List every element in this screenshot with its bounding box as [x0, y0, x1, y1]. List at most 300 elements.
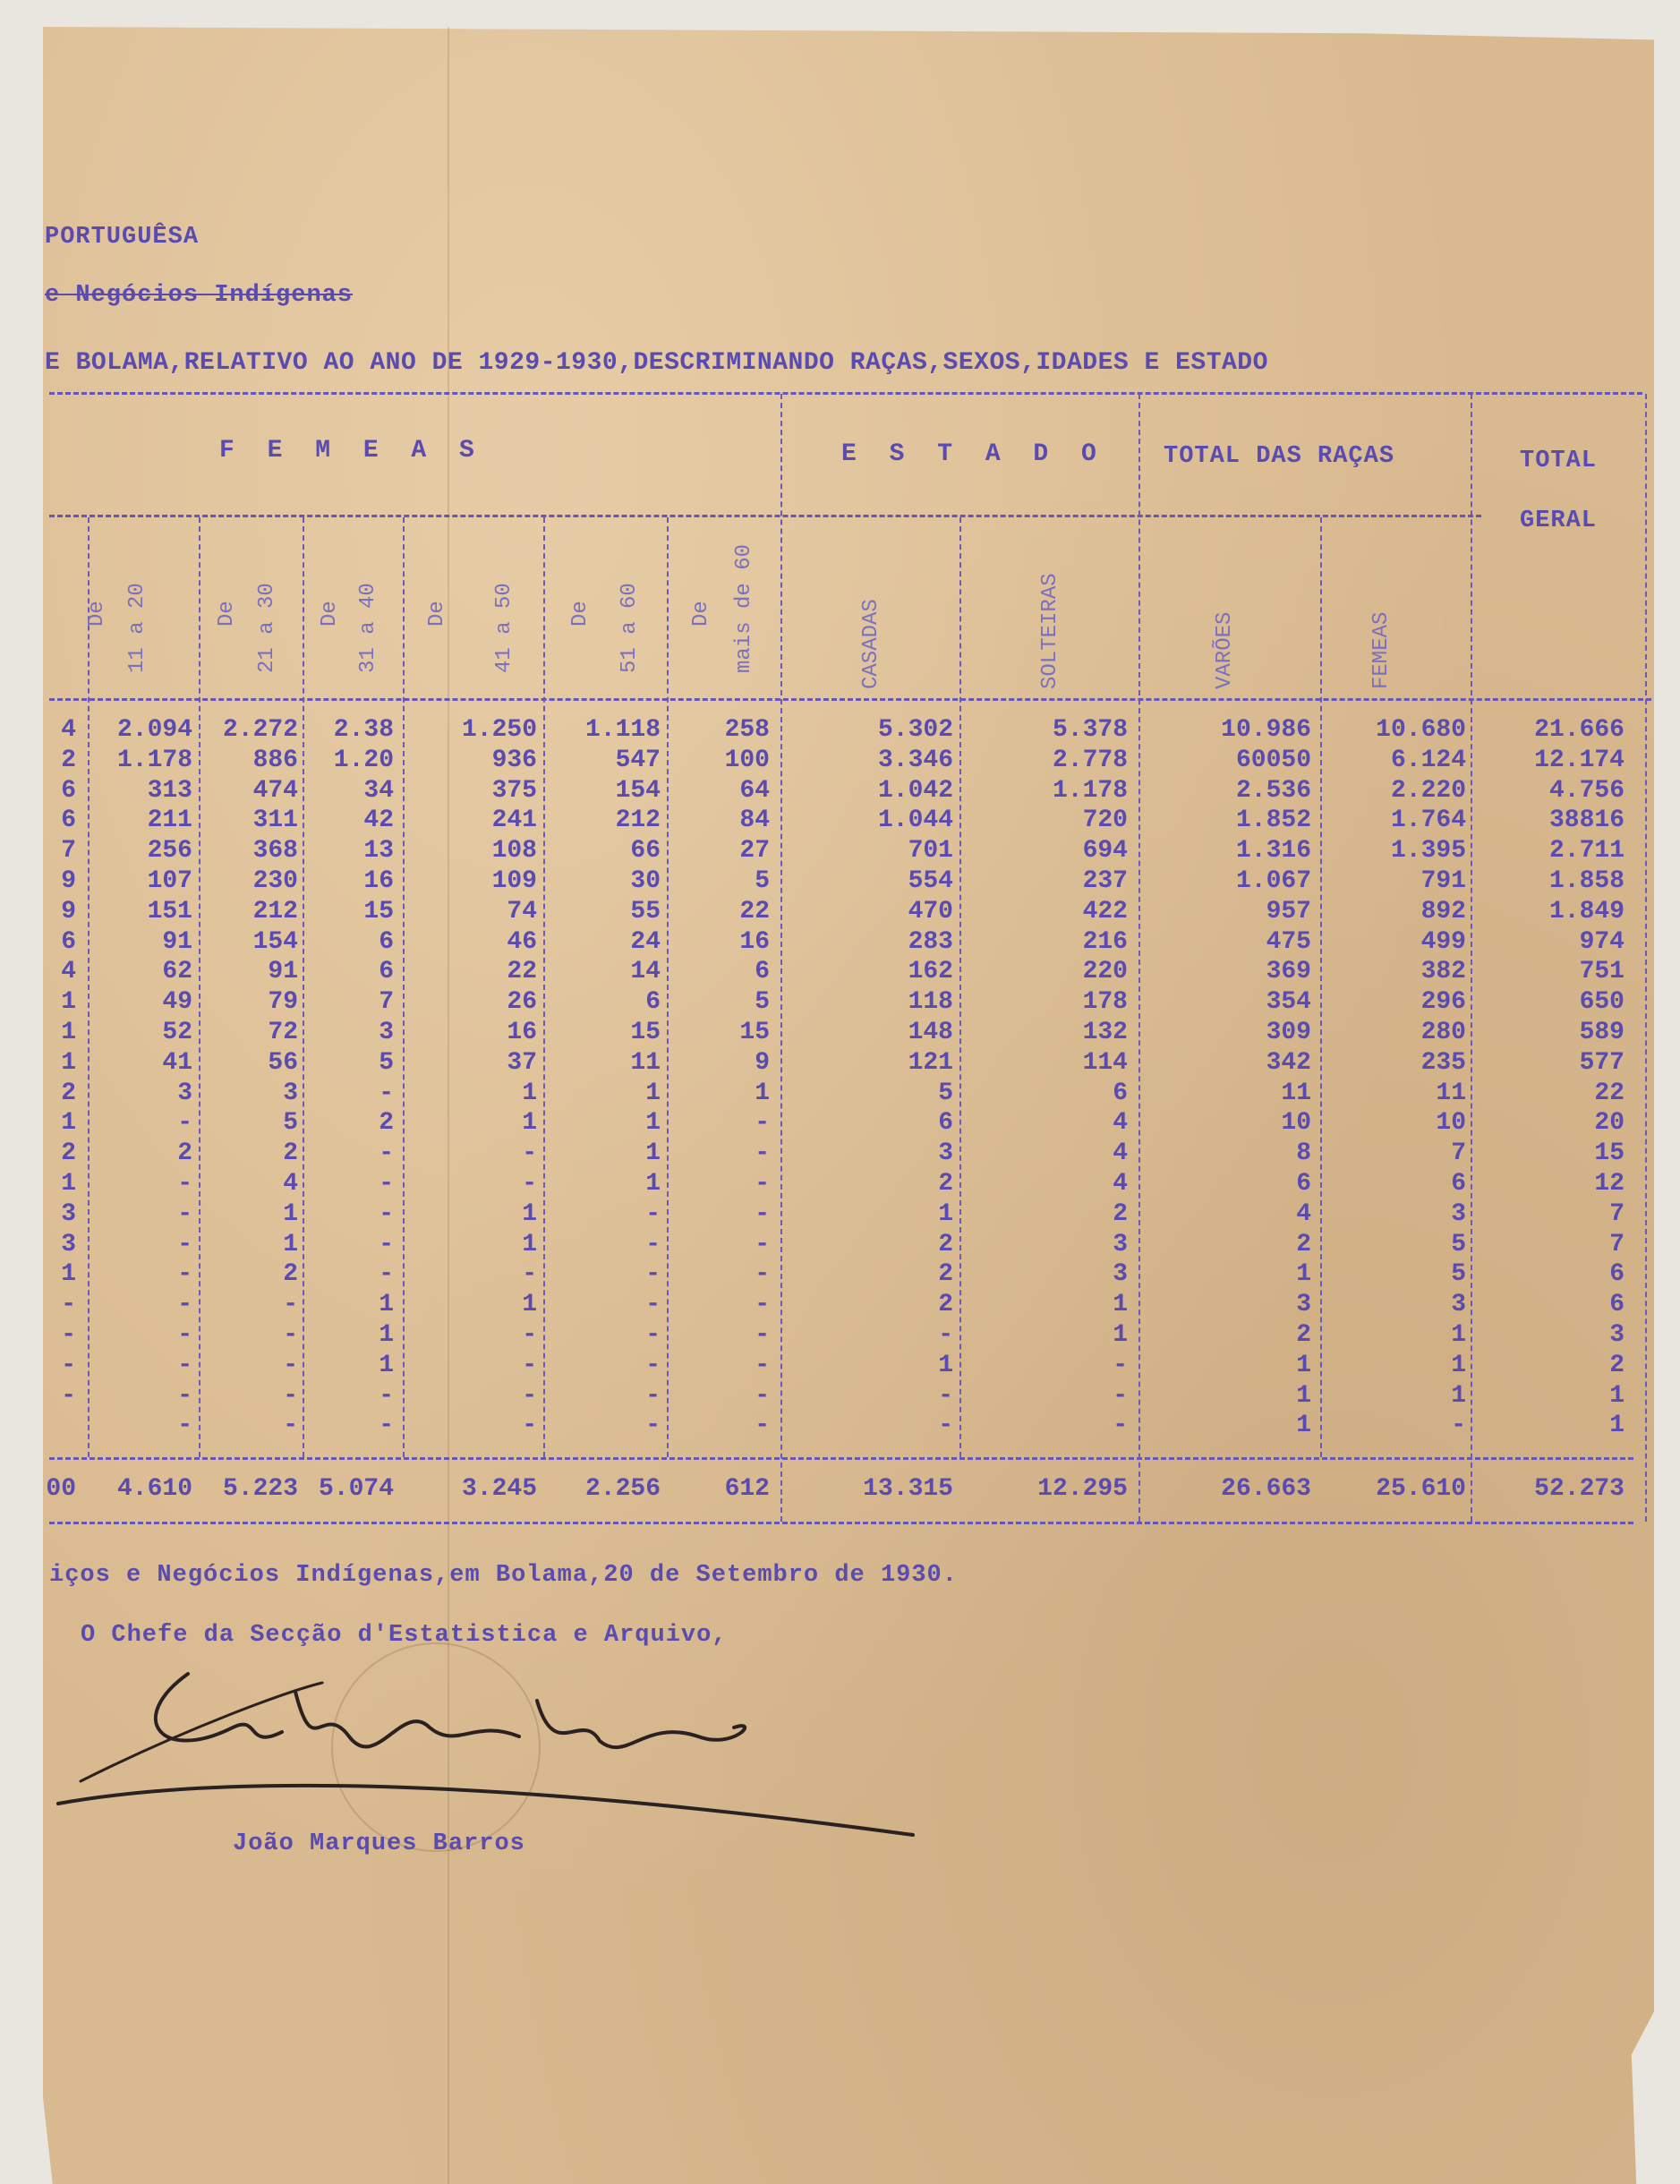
table-cell: 2: [283, 1260, 298, 1289]
table-cell: 1: [379, 1321, 394, 1349]
divider-sub-7: [1320, 517, 1322, 1457]
left-edge-cell: 1: [61, 1019, 76, 1046]
left-edge-cell: 7: [61, 837, 76, 866]
table-cell: -: [755, 1109, 770, 1138]
table-cell: 3: [1113, 1260, 1128, 1289]
table-cell: 3: [177, 1079, 192, 1107]
table-cell: 4: [283, 1170, 298, 1198]
table-cell: 1: [938, 1351, 953, 1379]
table-cell: -: [283, 1351, 298, 1379]
total-cell: 25.610: [1376, 1475, 1466, 1503]
table-cell: 886: [252, 746, 298, 774]
table-cell: 6: [1451, 1170, 1466, 1198]
table-cell: -: [379, 1381, 394, 1410]
table-cell: 211: [147, 806, 192, 835]
table-cell: 107: [147, 867, 192, 895]
table-cell: 589: [1579, 1019, 1625, 1046]
table-cell: 220: [1082, 958, 1128, 986]
table-cell: 6: [1609, 1260, 1625, 1289]
table-cell: 6: [379, 958, 394, 986]
table-cell: 474: [252, 776, 298, 805]
table-cell: 280: [1420, 1019, 1466, 1046]
table-cell: 2: [1609, 1351, 1625, 1379]
table-cell: 24: [630, 927, 661, 956]
table-cell: 3: [1451, 1291, 1466, 1319]
table-cell: 354: [1266, 988, 1311, 1017]
rule-top: [49, 392, 1642, 395]
table-cell: 27: [739, 837, 770, 866]
table-cell: 15: [739, 1019, 770, 1046]
table-cell: 235: [1420, 1048, 1466, 1077]
table-cell: 212: [615, 806, 661, 835]
sub-header-41-50-l2: 41 a 50: [492, 583, 516, 673]
table-cell: 5: [755, 988, 770, 1017]
total-cell: 12.295: [1037, 1475, 1128, 1503]
group-header-total-racas: TOTAL DAS RAÇAS: [1164, 443, 1395, 470]
table-cell: 422: [1082, 897, 1128, 926]
table-cell: 62: [162, 958, 192, 986]
table-cell: 11: [1436, 1079, 1466, 1107]
table-cell: 26: [507, 988, 537, 1017]
table-cell: -: [522, 1381, 537, 1410]
table-cell: 22: [739, 897, 770, 926]
total-cell: 52.273: [1534, 1475, 1625, 1503]
sub-header-51-60-l2: 51 a 60: [618, 583, 642, 673]
table-cell: 15: [363, 897, 394, 926]
table-cell: 2: [1296, 1230, 1311, 1258]
table-cell: 7: [1609, 1230, 1625, 1258]
table-cell: 7: [1451, 1139, 1466, 1168]
sub-header-31-40-l2: 31 a 40: [356, 583, 380, 673]
left-edge-cell: 6: [61, 927, 76, 956]
table-cell: -: [177, 1412, 192, 1440]
table-cell: 22: [507, 958, 537, 986]
table-cell: 6: [1113, 1079, 1128, 1107]
table-cell: 5.302: [877, 716, 953, 744]
left-edge-cell: 2: [61, 1079, 76, 1107]
table-cell: 1: [522, 1199, 537, 1228]
table-cell: 1: [1113, 1291, 1128, 1319]
table-cell: -: [645, 1351, 661, 1379]
left-edge-cell: 1: [61, 1048, 76, 1077]
table-cell: 178: [1082, 988, 1128, 1017]
table-cell: 216: [1082, 927, 1128, 956]
table-cell: 10.680: [1376, 716, 1466, 744]
table-cell: 296: [1420, 988, 1466, 1017]
table-cell: -: [177, 1170, 192, 1198]
table-cell: 10.986: [1221, 716, 1311, 744]
table-cell: 1.178: [1052, 776, 1128, 805]
table-cell: -: [177, 1109, 192, 1138]
table-cell: 2: [1113, 1199, 1128, 1228]
table-cell: 84: [739, 806, 770, 835]
table-cell: 2: [283, 1139, 298, 1168]
table-cell: 1: [283, 1230, 298, 1258]
table-cell: 1.118: [584, 716, 661, 744]
total-cell: 00: [46, 1475, 76, 1503]
table-cell: 21.666: [1534, 716, 1625, 744]
table-cell: 4: [1113, 1170, 1128, 1198]
table-cell: 6: [379, 927, 394, 956]
sub-header-11-20-l1: De: [85, 601, 109, 627]
table-cell: 720: [1082, 806, 1128, 835]
sub-header-mais-60-l1: De: [689, 601, 713, 627]
table-cell: -: [522, 1412, 537, 1440]
table-cell: 577: [1579, 1048, 1625, 1077]
divider-right-edge: [1645, 394, 1647, 1522]
divider-femeas-estado: [780, 394, 782, 1522]
table-cell: 9: [755, 1048, 770, 1077]
table-cell: 72: [268, 1019, 298, 1046]
table-cell: 14: [630, 958, 661, 986]
table-cell: 1: [1451, 1381, 1466, 1410]
table-cell: -: [1113, 1351, 1128, 1379]
table-cell: 1: [522, 1230, 537, 1258]
left-edge-cell: 9: [61, 897, 76, 926]
table-cell: -: [177, 1291, 192, 1319]
table-cell: -: [645, 1291, 661, 1319]
table-cell: 20: [1594, 1109, 1625, 1138]
footer-role: O Chefe da Secção d'Estatistica e Arquivo,: [81, 1622, 728, 1649]
table-cell: 10: [1436, 1109, 1466, 1138]
table-cell: 108: [491, 837, 537, 866]
sub-header-solteiras: SOLTEIRAS: [1038, 573, 1062, 689]
table-cell: 256: [147, 837, 192, 866]
table-cell: 2: [938, 1260, 953, 1289]
table-cell: 13: [363, 837, 394, 866]
table-cell: 30: [630, 867, 661, 895]
table-cell: 701: [908, 837, 953, 866]
table-cell: -: [645, 1199, 661, 1228]
table-cell: 46: [507, 927, 537, 956]
table-cell: 118: [908, 988, 953, 1017]
table-cell: 311: [252, 806, 298, 835]
table-cell: 5: [379, 1048, 394, 1077]
table-cell: 91: [162, 927, 192, 956]
table-cell: 1: [645, 1109, 661, 1138]
table-cell: 60050: [1235, 746, 1311, 774]
table-cell: 132: [1082, 1019, 1128, 1046]
table-cell: 1.316: [1235, 837, 1311, 866]
table-cell: 16: [507, 1019, 537, 1046]
table-cell: 1: [1296, 1260, 1311, 1289]
table-cell: 1: [522, 1079, 537, 1107]
table-cell: 2.536: [1235, 776, 1311, 805]
table-cell: 1: [1451, 1351, 1466, 1379]
total-cell: 13.315: [863, 1475, 953, 1503]
group-header-femeas: F E M E A S: [219, 437, 483, 465]
left-edge-cell: 4: [61, 716, 76, 744]
left-edge-cell: 3: [61, 1230, 76, 1258]
table-cell: -: [379, 1079, 394, 1107]
table-cell: 1.250: [461, 716, 537, 744]
table-cell: 1.764: [1390, 806, 1466, 835]
left-edge-cell: 1: [61, 1109, 76, 1138]
table-cell: 3: [1451, 1199, 1466, 1228]
table-cell: -: [177, 1260, 192, 1289]
table-cell: -: [522, 1260, 537, 1289]
table-cell: 1: [522, 1109, 537, 1138]
rule-header-mid: [49, 515, 1481, 517]
total-cell: 5.223: [222, 1475, 298, 1503]
table-cell: 3: [1609, 1321, 1625, 1349]
table-cell: -: [177, 1230, 192, 1258]
table-cell: 162: [908, 958, 953, 986]
table-cell: 114: [1082, 1048, 1128, 1077]
table-cell: -: [755, 1260, 770, 1289]
table-cell: 8: [1296, 1139, 1311, 1168]
table-cell: 3: [1113, 1230, 1128, 1258]
table-cell: 2.38: [333, 716, 394, 744]
table-cell: 1: [645, 1139, 661, 1168]
table-cell: 499: [1420, 927, 1466, 956]
table-cell: 1.042: [877, 776, 953, 805]
heading-country: PORTUGUÊSA: [45, 224, 200, 251]
table-cell: 230: [252, 867, 298, 895]
divider-sub-3: [403, 517, 405, 1457]
group-header-total-geral-2: GERAL: [1520, 508, 1598, 534]
table-cell: 4: [1113, 1139, 1128, 1168]
table-cell: -: [938, 1412, 953, 1440]
sub-header-21-30-l2: 21 a 30: [255, 583, 279, 673]
table-cell: 1.852: [1235, 806, 1311, 835]
table-cell: -: [522, 1170, 537, 1198]
left-edge-cell: -: [61, 1291, 76, 1319]
table-cell: 91: [268, 958, 298, 986]
table-cell: 1.849: [1548, 897, 1625, 926]
table-cell: -: [379, 1412, 394, 1440]
table-cell: 4.756: [1548, 776, 1625, 805]
table-cell: 6: [645, 988, 661, 1017]
table-cell: 11: [1281, 1079, 1311, 1107]
table-cell: -: [755, 1412, 770, 1440]
left-edge-cell: 1: [61, 988, 76, 1017]
table-cell: 1: [283, 1199, 298, 1228]
table-cell: 313: [147, 776, 192, 805]
table-cell: 4: [1296, 1199, 1311, 1228]
table-cell: 1: [755, 1079, 770, 1107]
left-edge-cell: 6: [61, 776, 76, 805]
table-cell: 650: [1579, 988, 1625, 1017]
table-cell: -: [755, 1291, 770, 1319]
table-cell: 2: [938, 1170, 953, 1198]
table-cell: 1: [1296, 1351, 1311, 1379]
table-cell: 34: [363, 776, 394, 805]
table-cell: 212: [252, 897, 298, 926]
sub-header-31-40-l1: De: [318, 601, 342, 627]
table-cell: 751: [1579, 958, 1625, 986]
table-cell: -: [379, 1139, 394, 1168]
table-cell: 1: [1113, 1321, 1128, 1349]
table-cell: -: [755, 1381, 770, 1410]
total-cell: 612: [724, 1475, 770, 1503]
table-cell: 41: [162, 1048, 192, 1077]
table-cell: 1: [1609, 1381, 1625, 1410]
table-cell: 4: [1113, 1109, 1128, 1138]
table-cell: 1: [1609, 1412, 1625, 1440]
sub-header-41-50-l1: De: [425, 601, 449, 627]
table-cell: 16: [363, 867, 394, 895]
table-cell: 1: [645, 1079, 661, 1107]
table-cell: 52: [162, 1019, 192, 1046]
table-cell: 6.124: [1390, 746, 1466, 774]
table-cell: 56: [268, 1048, 298, 1077]
table-cell: 74: [507, 897, 537, 926]
table-cell: 258: [724, 716, 770, 744]
total-cell: 2.256: [584, 1475, 661, 1503]
table-cell: -: [645, 1412, 661, 1440]
table-cell: 1: [645, 1170, 661, 1198]
table-cell: 121: [908, 1048, 953, 1077]
table-cell: 10: [1281, 1109, 1311, 1138]
total-cell: 5.074: [318, 1475, 394, 1503]
table-cell: 2.094: [116, 716, 192, 744]
left-edge-cell: -: [61, 1381, 76, 1410]
left-edge-cell: 2: [61, 1139, 76, 1168]
table-cell: 79: [268, 988, 298, 1017]
table-cell: 1: [938, 1199, 953, 1228]
table-cell: 15: [1594, 1139, 1625, 1168]
table-cell: -: [177, 1351, 192, 1379]
total-cell: 3.245: [461, 1475, 537, 1503]
table-cell: 7: [379, 988, 394, 1017]
table-cell: 957: [1266, 897, 1311, 926]
table-cell: -: [645, 1230, 661, 1258]
table-cell: 2: [938, 1291, 953, 1319]
table-cell: -: [283, 1412, 298, 1440]
sub-header-mais-60-l2: mais de 60: [732, 543, 756, 673]
table-cell: -: [379, 1199, 394, 1228]
table-cell: -: [283, 1291, 298, 1319]
divider-estado-total: [1138, 394, 1140, 1522]
table-cell: -: [1451, 1412, 1466, 1440]
table-cell: 6: [938, 1109, 953, 1138]
table-cell: 791: [1420, 867, 1466, 895]
table-cell: 5: [283, 1109, 298, 1138]
table-cell: -: [283, 1321, 298, 1349]
table-cell: 2.220: [1390, 776, 1466, 805]
table-cell: 2: [177, 1139, 192, 1168]
table-cell: 2.778: [1052, 746, 1128, 774]
table-cell: 1: [379, 1351, 394, 1379]
footer-signatory-name: João Marques Barros: [233, 1830, 525, 1857]
sub-header-11-20-l2: 11 a 20: [125, 583, 149, 673]
table-cell: 470: [908, 897, 953, 926]
table-cell: 55: [630, 897, 661, 926]
rule-header-bottom: [49, 698, 1651, 701]
table-cell: -: [938, 1321, 953, 1349]
table-cell: 283: [908, 927, 953, 956]
table-cell: -: [755, 1170, 770, 1198]
table-cell: 241: [491, 806, 537, 835]
table-cell: 1.858: [1548, 867, 1625, 895]
footer-place-date: iços e Negócios Indígenas,em Bolama,20 de Setembro de 1930.: [49, 1562, 958, 1589]
table-cell: 148: [908, 1019, 953, 1046]
table-cell: 1.044: [877, 806, 953, 835]
table-cell: -: [938, 1381, 953, 1410]
table-cell: -: [283, 1381, 298, 1410]
table-cell: -: [645, 1260, 661, 1289]
table-cell: 22: [1594, 1079, 1625, 1107]
table-cell: 554: [908, 867, 953, 895]
table-cell: -: [645, 1321, 661, 1349]
table-cell: 109: [491, 867, 537, 895]
table-cell: 475: [1266, 927, 1311, 956]
table-cell: 49: [162, 988, 192, 1017]
left-edge-cell: 6: [61, 806, 76, 835]
table-cell: 237: [1082, 867, 1128, 895]
table-cell: 3: [1296, 1291, 1311, 1319]
table-cell: -: [645, 1381, 661, 1410]
table-cell: 6: [755, 958, 770, 986]
rule-totals-top: [49, 1457, 1633, 1460]
table-cell: 38816: [1548, 806, 1625, 835]
table-cell: 974: [1579, 927, 1625, 956]
table-cell: -: [177, 1381, 192, 1410]
table-cell: 6: [1296, 1170, 1311, 1198]
table-cell: 16: [739, 927, 770, 956]
table-cell: 154: [615, 776, 661, 805]
total-cell: 4.610: [116, 1475, 192, 1503]
document-title: E BOLAMA,RELATIVO AO ANO DE 1929-1930,DESCRIMINANDO RAÇAS,SEXOS,IDADES E ESTADO: [45, 349, 1268, 377]
rule-totals-bottom: [49, 1522, 1633, 1524]
heading-dept-struck: e Negócios Indígenas: [45, 282, 354, 309]
table-cell: 12: [1594, 1170, 1625, 1198]
table-cell: 382: [1420, 958, 1466, 986]
table-cell: 3: [938, 1139, 953, 1168]
table-cell: 6: [1609, 1291, 1625, 1319]
table-cell: -: [755, 1139, 770, 1168]
table-cell: 1: [522, 1291, 537, 1319]
left-edge-cell: 2: [61, 746, 76, 774]
left-edge-cell: -: [61, 1351, 76, 1379]
table-cell: -: [177, 1199, 192, 1228]
table-cell: 15: [630, 1019, 661, 1046]
table-cell: 1: [379, 1291, 394, 1319]
left-edge-cell: 1: [61, 1260, 76, 1289]
divider-sub-6: [959, 517, 961, 1457]
sub-header-21-30-l1: De: [215, 601, 239, 627]
table-cell: 694: [1082, 837, 1128, 866]
table-cell: -: [177, 1321, 192, 1349]
table-cell: -: [755, 1321, 770, 1349]
table-cell: 2.272: [222, 716, 298, 744]
table-cell: -: [379, 1260, 394, 1289]
group-header-estado: E S T A D O: [841, 440, 1105, 468]
sub-header-casadas: CASADAS: [859, 599, 883, 689]
table-cell: -: [1113, 1412, 1128, 1440]
table-cell: 547: [615, 746, 661, 774]
table-cell: 5: [1451, 1230, 1466, 1258]
table-cell: 64: [739, 776, 770, 805]
table-cell: 5: [1451, 1260, 1466, 1289]
table-cell: 2: [379, 1109, 394, 1138]
table-cell: -: [1113, 1381, 1128, 1410]
table-cell: 2: [938, 1230, 953, 1258]
table-cell: 1: [1451, 1321, 1466, 1349]
table-cell: 1.395: [1390, 837, 1466, 866]
table-cell: 369: [1266, 958, 1311, 986]
sub-header-varoes: VARÕES: [1213, 611, 1237, 689]
table-cell: -: [522, 1351, 537, 1379]
table-cell: -: [755, 1351, 770, 1379]
group-header-total-geral-1: TOTAL: [1520, 448, 1598, 474]
table-cell: 37: [507, 1048, 537, 1077]
table-cell: 2: [1296, 1321, 1311, 1349]
left-edge-cell: 9: [61, 867, 76, 895]
left-edge-cell: 3: [61, 1199, 76, 1228]
sub-header-51-60-l1: De: [568, 601, 593, 627]
